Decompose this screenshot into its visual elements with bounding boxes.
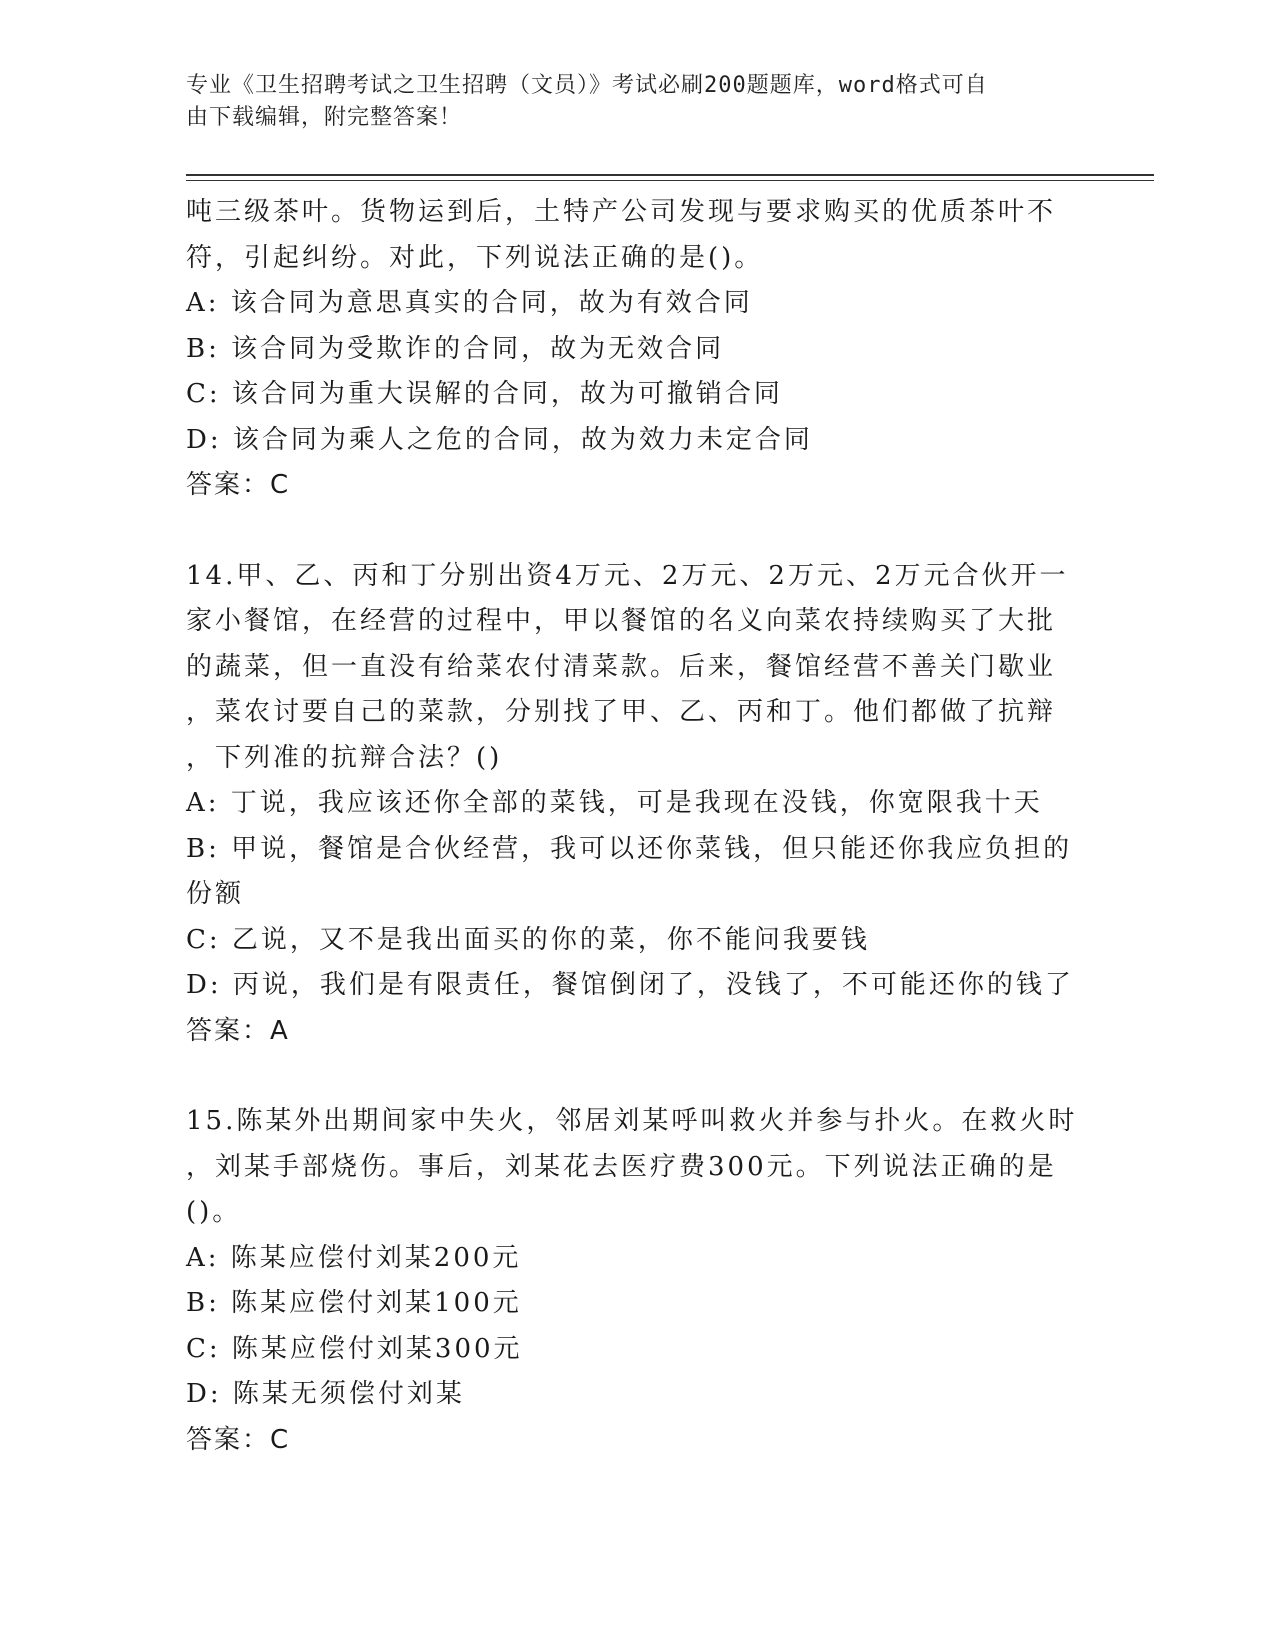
question-text-line: 符，引起纠纷。对此，下列说法正确的是()。 [186, 242, 764, 273]
option-d: D: 丙说，我们是有限责任，餐馆倒闭了，没钱了，不可能还你的钱了 [186, 970, 1074, 1000]
document-header [186, 70, 1086, 134]
question-text-line: 吨三级茶叶。货物运到后，土特产公司发现与要求购买的优质茶叶不 [186, 197, 1057, 227]
option-c: C: 该合同为重大误解的合同，故为可撤销合同 [186, 379, 783, 409]
question-text-line: 的蔬菜，但一直没有给菜农付清菜款。后来，餐馆经营不善关门歇业 [186, 651, 1057, 682]
option-b: B: 甲说，餐馆是合伙经营，我可以还你菜钱，但只能还你我应负担的 [186, 833, 1073, 864]
answer-line: 答案：C [186, 470, 291, 500]
question-15 [186, 1099, 1126, 1463]
option-d: D: 陈某无须偿付刘某 [186, 1379, 465, 1409]
option-d: D: 该合同为乘人之危的合同，故为效力未定合同 [186, 424, 813, 455]
question-text-line: ，菜农讨要自己的菜款，分别找了甲、乙、丙和丁。他们都做了抗辩 [186, 697, 1057, 727]
question-text-line: 14.甲、乙、丙和丁分别出资4万元、2万元、2万元、2万元合伙开一 [186, 560, 1069, 591]
option-b: B: 该合同为受欺诈的合同，故为无效合同 [186, 333, 725, 364]
option-c: C: 乙说，又不是我出面买的你的菜，你不能问我要钱 [186, 924, 870, 955]
question-14 [186, 554, 1126, 1055]
option-b: B: 陈某应偿付刘某100元 [186, 1288, 522, 1318]
answer-line: 答案：C [186, 1424, 291, 1455]
question-text-line: 家小餐馆，在经营的过程中，甲以餐馆的名义向菜农持续购买了大批 [186, 606, 1057, 636]
option-b-continued: 份额 [186, 879, 245, 909]
answer-line: 答案：A [186, 1015, 290, 1046]
option-a: A: 丁说，我应该还你全部的菜钱，可是我现在没钱，你宽限我十天 [186, 788, 1043, 818]
question-text-line: 15.陈某外出期间家中失火，邻居刘某呼叫救火并参与扑火。在救火时 [186, 1106, 1078, 1136]
question-text-line: ，刘某手部烧伤。事后，刘某花去医疗费300元。下列说法正确的是 [186, 1151, 1057, 1182]
question-13 [186, 190, 1126, 509]
document-body [186, 190, 1126, 1463]
question-text-line: ，下列准的抗辩合法？() [186, 742, 503, 773]
question-text-line: ()。 [186, 1197, 242, 1227]
option-a: A: 陈某应偿付刘某200元 [186, 1242, 522, 1273]
header-rule-thick [186, 174, 1154, 176]
header-line-2: 由下载编辑，附完整答案！ [186, 105, 463, 130]
header-line-1: 专业《卫生招聘考试之卫生招聘（文员）》考试必刷200题题库，word格式可自 [186, 73, 988, 98]
option-c: C: 陈某应偿付刘某300元 [186, 1333, 523, 1364]
option-a: A: 该合同为意思真实的合同，故为有效合同 [186, 288, 753, 318]
header-rule-thin [186, 180, 1154, 181]
